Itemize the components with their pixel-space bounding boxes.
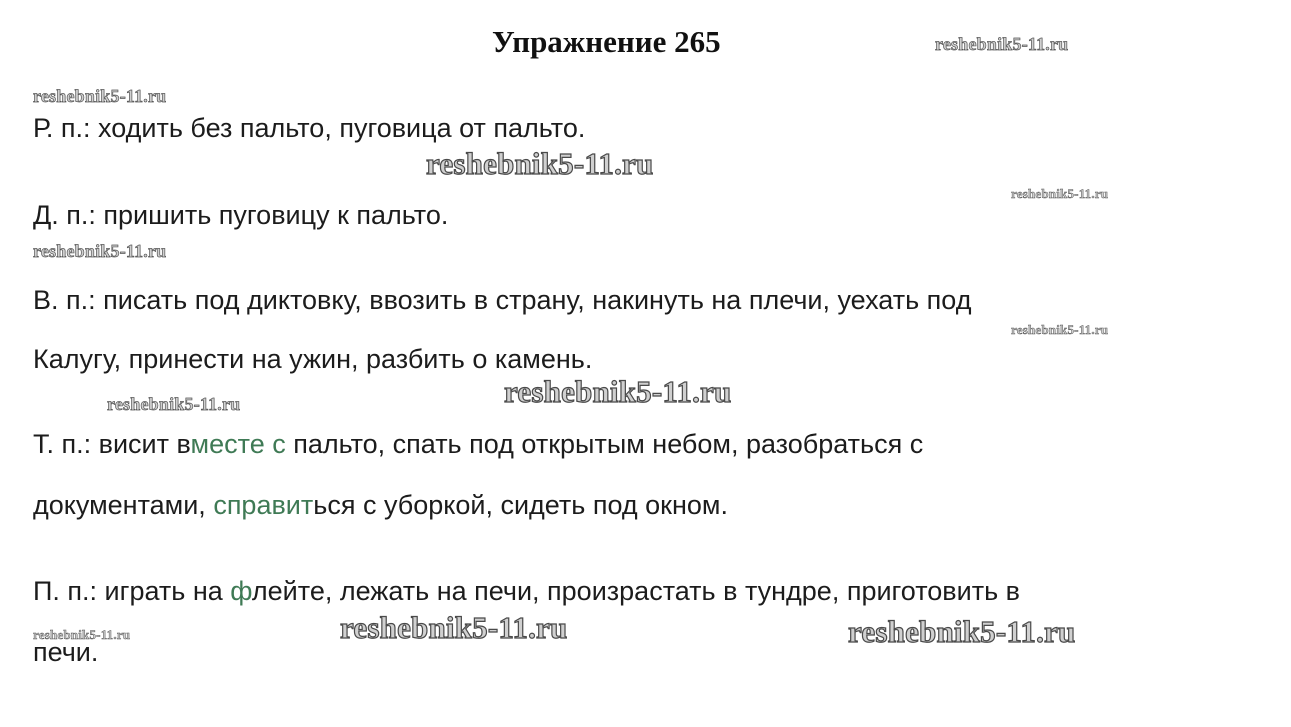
highlighted-text: ф bbox=[230, 576, 252, 606]
watermark: reshebnik5-11.ru bbox=[848, 614, 1076, 649]
case-instrumental-line-2 bbox=[33, 490, 728, 521]
case-instrumental-line-1 bbox=[33, 429, 923, 460]
text-segment: лейте, лежать на печи, произрастать в тундре, приготовить в bbox=[251, 576, 1021, 606]
exercise-title: Упражнение 265 bbox=[492, 24, 721, 59]
watermark: reshebnik5-11.ru bbox=[935, 34, 1069, 54]
watermark: reshebnik5-11.ru bbox=[1011, 186, 1109, 201]
case-prepositional-line-2: печи. bbox=[33, 637, 99, 667]
text-segment: документами, bbox=[33, 490, 214, 520]
case-accusative-line-1: В. п.: писать под диктовку, ввозить в страну, накинуть на плечи, уехать под bbox=[33, 285, 972, 315]
watermark: reshebnik5-11.ru bbox=[107, 394, 241, 414]
case-dative-line: Д. п.: пришить пуговицу к пальто. bbox=[33, 200, 449, 230]
watermark: reshebnik5-11.ru bbox=[340, 610, 568, 645]
text-segment: ься с уборкой, сидеть под окном. bbox=[313, 490, 728, 520]
watermark: reshebnik5-11.ru bbox=[33, 627, 131, 642]
case-accusative-line-2: Калугу, принести на ужин, разбить о камень. bbox=[33, 344, 593, 374]
text-segment: Т. п.: висит в bbox=[33, 429, 191, 459]
watermark: reshebnik5-11.ru bbox=[504, 374, 732, 409]
case-prepositional-line-1 bbox=[33, 576, 1020, 607]
watermark: reshebnik5-11.ru bbox=[33, 241, 167, 261]
watermark: reshebnik5-11.ru bbox=[1011, 322, 1109, 337]
watermark: reshebnik5-11.ru bbox=[33, 86, 167, 106]
watermark: reshebnik5-11.ru bbox=[426, 146, 654, 181]
highlighted-text: месте с bbox=[190, 429, 286, 459]
highlighted-text: справит bbox=[213, 490, 314, 520]
text-segment: П. п.: играть на bbox=[33, 576, 231, 606]
text-segment: пальто, спать под открытым небом, разобраться с bbox=[285, 429, 924, 459]
case-genitive-line: Р. п.: ходить без пальто, пуговица от пальто. bbox=[33, 113, 586, 143]
